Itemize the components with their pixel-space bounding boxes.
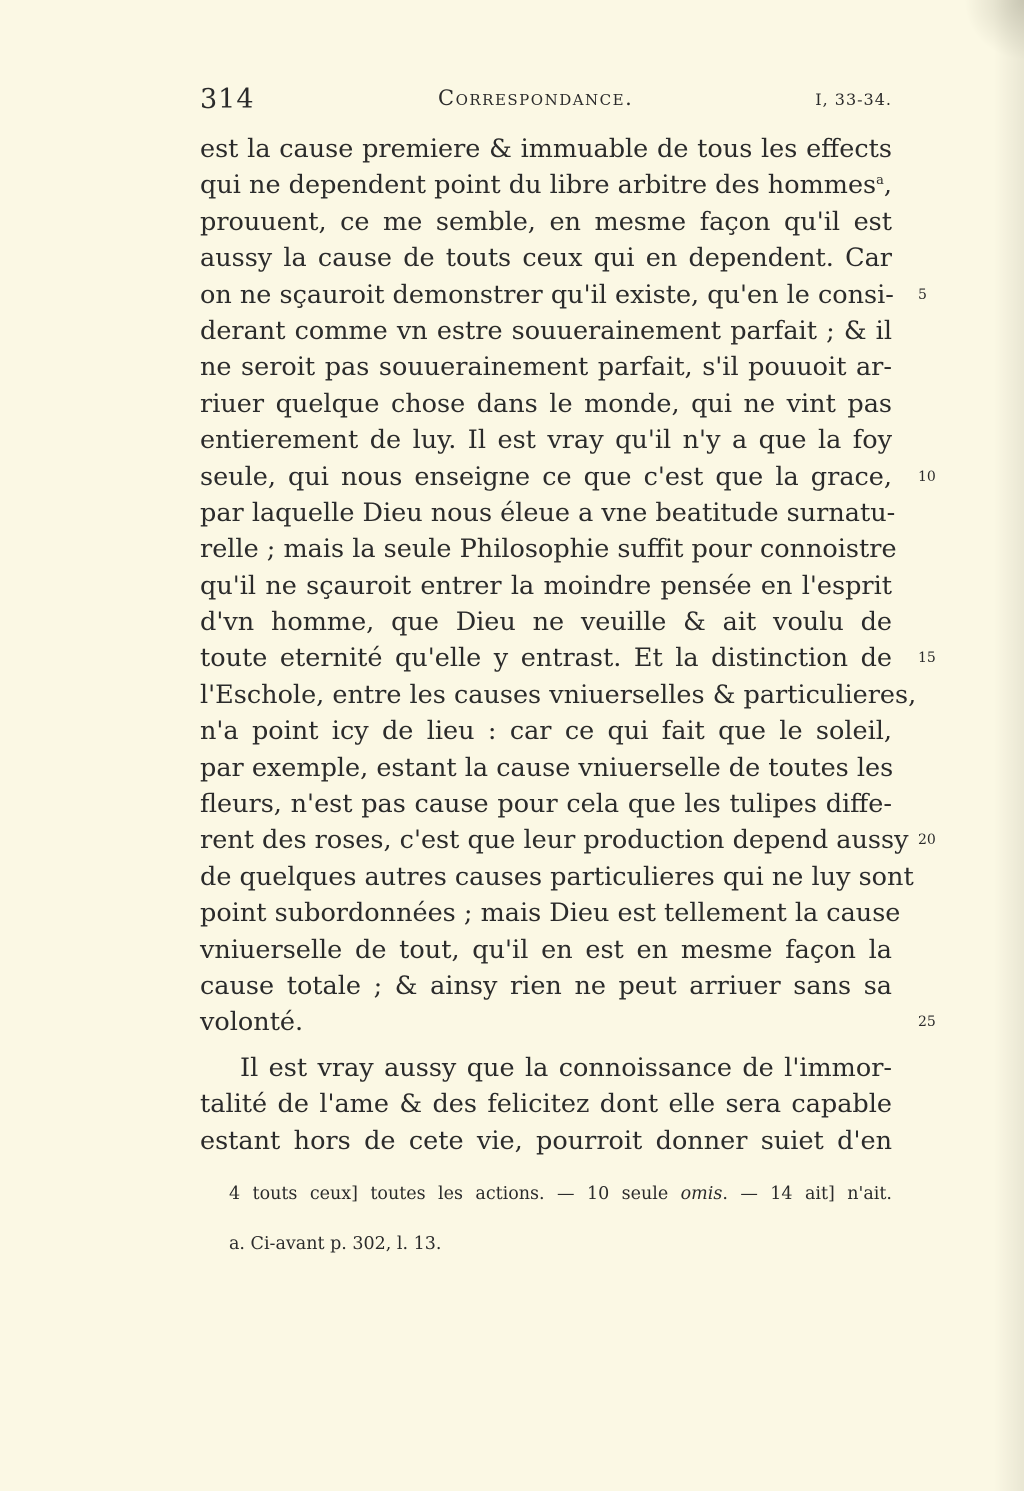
variant-text-2: . — 14 ait] n'ait. (722, 1184, 892, 1204)
line-number: 25 (918, 1014, 936, 1031)
line-text: l'Eschole, entre les causes vniuerselles & particulieres, (200, 679, 917, 710)
line-text: qu'il ne sçauroit entrer la moindre pensée en l'esprit (200, 570, 892, 601)
variant-readings (229, 1180, 892, 1208)
running-title: Correspondance. (438, 86, 634, 110)
page-number: 314 (200, 84, 255, 115)
text-line (200, 240, 892, 276)
text-line (200, 568, 892, 604)
text-line (200, 895, 901, 931)
line-text: d'vn homme, que Dieu ne veuille & ait voulu de (200, 607, 892, 638)
line-number: 5 (918, 286, 927, 303)
line-text: par laquelle Dieu nous éleue a vne beatitude surnatu- (200, 497, 896, 528)
line-text: n'a point icy de lieu : car ce qui fait que le soleil, (200, 716, 892, 747)
text-line (200, 1086, 892, 1122)
page-header (200, 84, 892, 118)
line-text: prouuent, ce me semble, en mesme façon qu'il est (200, 206, 892, 237)
text-line (200, 313, 892, 349)
line-text: ne seroit pas souuerainement parfait, s'il pouuoit ar- (200, 352, 892, 383)
line-text: rent des roses, c'est que leur production depend aussy (200, 825, 909, 856)
body-text (200, 131, 936, 1159)
text-line (200, 859, 914, 895)
line-text: volonté. (200, 1007, 304, 1038)
line-text: toute eternité qu'elle y entrast. Et la distinction de (200, 643, 892, 674)
text-line (200, 713, 892, 749)
line-text: seule, qui nous enseigne ce que c'est que la grace, (200, 461, 892, 492)
notes-section (229, 1180, 892, 1258)
volume-reference: I, 33-34. (815, 90, 892, 109)
text-line (200, 677, 917, 713)
text-line (200, 822, 936, 858)
text-line (200, 459, 936, 495)
line-text: aussy la cause de touts ceux qui en dependent. Car (200, 243, 892, 274)
line-text: relle ; mais la seule Philosophie suffit pour connoistre (200, 534, 897, 565)
footnote-marker: a (876, 173, 884, 189)
text-line (200, 750, 892, 786)
line-text: qui ne dependent point du libre arbitre des hommes (200, 170, 877, 201)
text-line (200, 422, 892, 458)
line-text: point subordonnées ; mais Dieu est tellement la cause (200, 898, 901, 929)
variant-text-1: 4 touts ceux] toutes les actions. — 10 seule (229, 1184, 681, 1204)
line-tail: , (883, 170, 892, 201)
line-text: par exemple, estant la cause vniuerselle de toutes les (200, 752, 894, 783)
line-text: fleurs, n'est pas cause pour cela que les tulipes diffe- (200, 789, 892, 820)
page-corner-shadow (964, 0, 1024, 60)
line-text: vniuerselle de tout, qu'il en est en mesme façon la (200, 934, 892, 965)
text-line (200, 604, 892, 640)
line-text: derant comme vn estre souuerainement parfait ; & il (200, 315, 892, 346)
text-line (200, 531, 897, 567)
page-edge-shadow (994, 0, 1024, 1491)
text-line (200, 640, 936, 676)
text-line (200, 1004, 936, 1040)
text-line (200, 277, 927, 313)
line-text: talité de l'ame & des felicitez dont elle sera capable (200, 1089, 892, 1120)
footnote: a. Ci-avant p. 302, l. 13. (229, 1234, 442, 1254)
line-text: Il est vray aussy que la connoissance de l'immor- (240, 1052, 892, 1083)
text-line (200, 1050, 892, 1086)
line-text: entierement de luy. Il est vray qu'il n'y a que la foy (200, 425, 892, 456)
line-text: est la cause premiere & immuable de tous les effects (200, 134, 892, 164)
text-line (200, 167, 892, 203)
text-line (200, 349, 892, 385)
line-text: riuer quelque chose dans le monde, qui ne vint pas (200, 388, 892, 419)
text-line (200, 131, 892, 167)
line-text: de quelques autres causes particulieres qui ne luy sont (200, 861, 914, 892)
line-text: on ne sçauroit demonstrer qu'il existe, qu'en le consi- (200, 279, 894, 310)
variant-omis: omis (680, 1184, 723, 1204)
text-line (200, 386, 892, 422)
text-line (200, 495, 896, 531)
text-line (200, 1123, 892, 1159)
text-line (200, 204, 892, 240)
line-number: 10 (918, 468, 936, 485)
line-text: estant hors de cete vie, pourroit donner suiet d'en (200, 1125, 892, 1156)
line-number: 20 (918, 832, 936, 849)
line-text: cause totale ; & ainsy rien ne peut arriuer sans sa (200, 970, 892, 1001)
text-line (200, 786, 892, 822)
text-line (200, 968, 892, 1004)
line-number: 15 (918, 650, 936, 667)
text-line (200, 932, 892, 968)
